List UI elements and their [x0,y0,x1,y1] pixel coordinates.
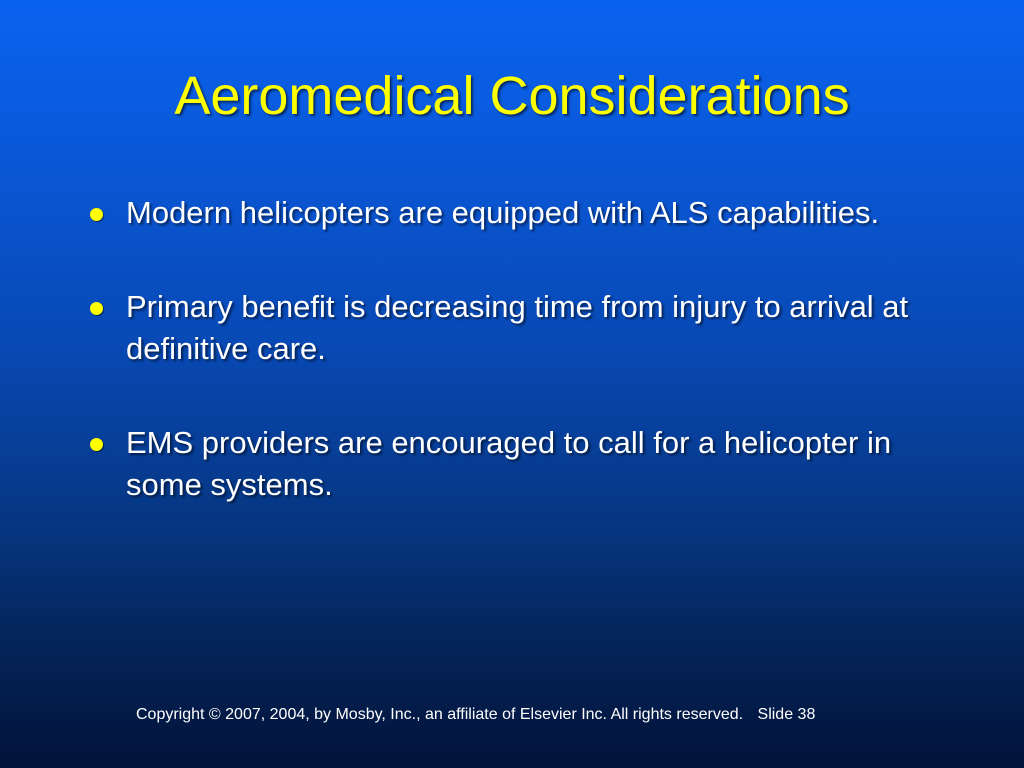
slide-footer [136,704,976,726]
bullet-dot-icon [90,208,103,221]
bullet-text: Modern helicopters are equipped with ALS capabilities. [126,195,880,230]
bullet-item [90,422,950,506]
bullet-list [90,192,950,558]
slide-title: Aeromedical Considerations [174,66,850,126]
bullet-dot-icon [90,438,103,451]
bullet-item [90,286,950,370]
bullet-dot-icon [90,302,103,315]
copyright-text: Copyright © 2007, 2004, by Mosby, Inc., an affiliate of Elsevier Inc. All rights reserved. [136,706,744,723]
slide-number: Slide 38 [757,706,816,723]
bullet-text: EMS providers are encouraged to call for a helicopter in some systems. [126,425,892,502]
bullet-item [90,192,950,234]
bullet-text: Primary benefit is decreasing time from injury to arrival at definitive care. [126,289,909,366]
